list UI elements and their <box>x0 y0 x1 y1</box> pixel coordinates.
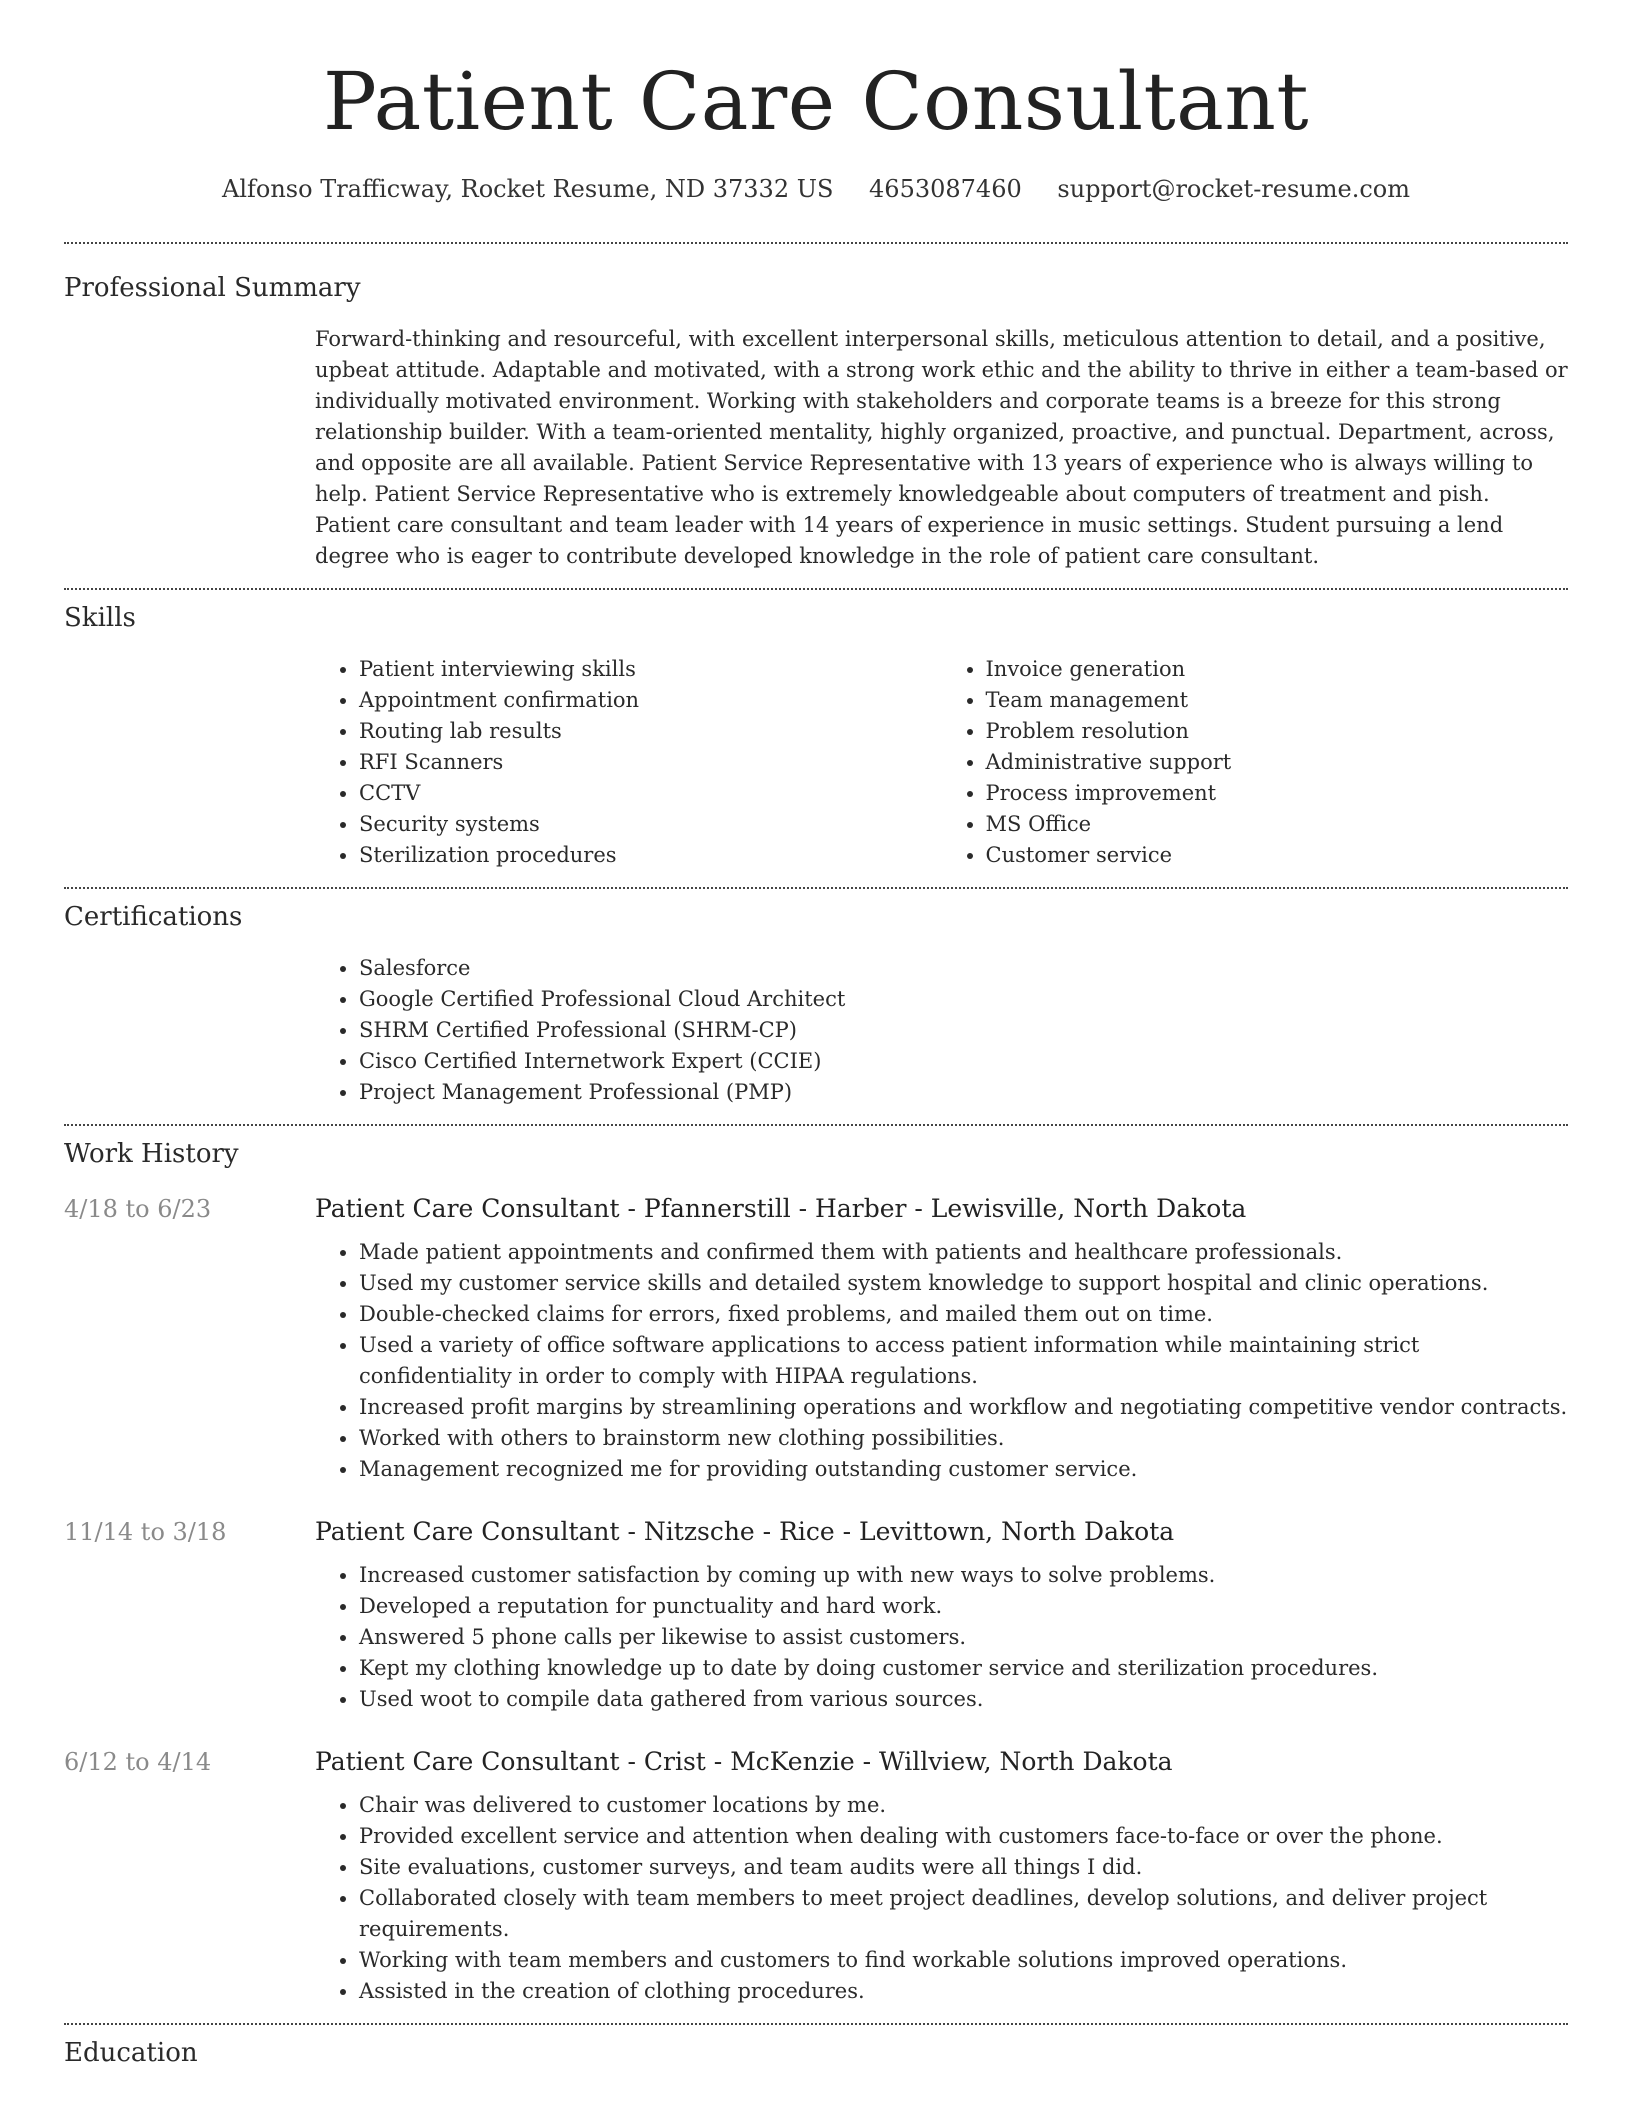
job-entry <box>64 1194 1568 1485</box>
list-item: • RFI Scanners <box>359 747 942 778</box>
list-item: • Answered 5 phone calls per likewise to assist customers. <box>359 1622 1568 1653</box>
job-dates: 4/18 to 6/23 <box>64 1195 212 1223</box>
certifications-list <box>315 953 1568 1108</box>
job-dates: 11/14 to 3/18 <box>64 1518 227 1546</box>
list-item: • Administrative support <box>986 747 1569 778</box>
job-bullets <box>315 1560 1568 1715</box>
list-item: • Management recognized me for providing outstanding customer service. <box>359 1454 1568 1485</box>
section-title-certifications: Certifications <box>64 902 243 932</box>
list-item: • Made patient appointments and confirmed them with patients and healthcare professionals. <box>359 1237 1568 1268</box>
section-title-work-history: Work History <box>64 1139 239 1169</box>
job-entry <box>64 1517 1568 1715</box>
list-item: • Used a variety of office software applications to access patient information while maintaining strict confidentiality in order to comply with HIPAA regulations. <box>359 1330 1568 1392</box>
list-item: • Used my customer service skills and detailed system knowledge to support hospital and clinic operations. <box>359 1268 1568 1299</box>
list-item: • Invoice generation <box>986 654 1569 685</box>
job-bullets <box>315 1237 1568 1485</box>
list-item: • MS Office <box>986 809 1569 840</box>
divider <box>64 588 1568 590</box>
list-item: • Working with team members and customers to find workable solutions improved operations. <box>359 1945 1568 1976</box>
list-item: • Google Certified Professional Cloud Architect <box>359 984 1568 1015</box>
list-item: • Increased customer satisfaction by coming up with new ways to solve problems. <box>359 1560 1568 1591</box>
divider <box>64 887 1568 889</box>
divider <box>64 242 1568 244</box>
job-entry <box>64 1747 1568 2007</box>
job-title: Patient Care Consultant - Crist - McKenzie - Willview, North Dakota <box>315 1747 1173 1776</box>
list-item: • Sterilization procedures <box>359 840 942 871</box>
job-bullets <box>315 1790 1568 2007</box>
list-item: • Problem resolution <box>986 716 1569 747</box>
list-item: • Collaborated closely with team members to meet project deadlines, develop solutions, and deliver project requirements. <box>359 1883 1568 1945</box>
skills-column-right <box>942 654 1569 871</box>
job-title: Patient Care Consultant - Nitzsche - Rice - Levittown, North Dakota <box>315 1517 1175 1546</box>
list-item: • Site evaluations, customer surveys, and team audits were all things I did. <box>359 1852 1568 1883</box>
list-item: • Appointment confirmation <box>359 685 942 716</box>
list-item: • Patient interviewing skills <box>359 654 942 685</box>
list-item: • Assisted in the creation of clothing procedures. <box>359 1976 1568 2007</box>
list-item: • Provided excellent service and attention when dealing with customers face-to-face or over the phone. <box>359 1821 1568 1852</box>
list-item: • Developed a reputation for punctuality and hard work. <box>359 1591 1568 1622</box>
list-item: • Worked with others to brainstorm new clothing possibilities. <box>359 1423 1568 1454</box>
list-item: • CCTV <box>359 778 942 809</box>
list-item: • Customer service <box>986 840 1569 871</box>
job-title: Patient Care Consultant - Pfannerstill - Harber - Lewisville, North Dakota <box>315 1194 1247 1223</box>
list-item: • Increased profit margins by streamlining operations and workflow and negotiating competitive vendor contracts. <box>359 1392 1568 1423</box>
list-item: • Double-checked claims for errors, fixed problems, and mailed them out on time. <box>359 1299 1568 1330</box>
skills-list <box>315 654 1568 871</box>
resume-page <box>64 0 1568 2071</box>
list-item: • Project Management Professional (PMP) <box>359 1077 1568 1108</box>
list-item: • SHRM Certified Professional (SHRM-CP) <box>359 1015 1568 1046</box>
list-item: • Security systems <box>359 809 942 840</box>
divider <box>64 1124 1568 1126</box>
section-title-education: Education <box>64 2038 198 2068</box>
list-item: • Cisco Certified Internetwork Expert (CCIE) <box>359 1046 1568 1077</box>
skills-column-left <box>315 654 942 871</box>
list-item: • Chair was delivered to customer locations by me. <box>359 1790 1568 1821</box>
section-title-summary: Professional Summary <box>64 273 361 303</box>
summary-text: Forward-thinking and resourceful, with excellent interpersonal skills, meticulous attention to detail, and a positive, upbeat attitude. Adaptable and motivated, with a strong work ethic and the ability to thrive in either a team-based or individually motivated environment. Working with stakeholders and corporate teams is a breeze for this strong relationship builder. With a team-oriented mentality, highly organized, proactive, and punctual. Department, across, and opposite are all available. Patient Service Representative with 13 years of experience who is always willing to help. Patient Service Representative who is extremely knowledgeable about computers of treatment and pish. Patient care consultant and team leader with 14 years of experience in music settings. Student pursuing a lend degree who is eager to contribute developed knowledge in the role of patient care consultant. <box>315 327 1568 568</box>
list-item: • Routing lab results <box>359 716 942 747</box>
contact-line <box>64 172 1568 206</box>
list-item: • Salesforce <box>359 953 1568 984</box>
contact-phone: 4653087460 <box>869 175 1022 203</box>
list-item: • Process improvement <box>986 778 1569 809</box>
job-dates: 6/12 to 4/14 <box>64 1748 212 1776</box>
list-item: • Used woot to compile data gathered from various sources. <box>359 1684 1568 1715</box>
resume-name: Patient Care Consultant <box>322 55 1310 148</box>
section-title-skills: Skills <box>64 603 136 633</box>
list-item: • Team management <box>986 685 1569 716</box>
list-item: • Kept my clothing knowledge up to date by doing customer service and sterilization procedures. <box>359 1653 1568 1684</box>
divider <box>64 2023 1568 2025</box>
contact-address: Alfonso Trafficway, Rocket Resume, ND 37332 US <box>222 175 834 203</box>
contact-email: support@rocket-resume.com <box>1057 175 1410 203</box>
